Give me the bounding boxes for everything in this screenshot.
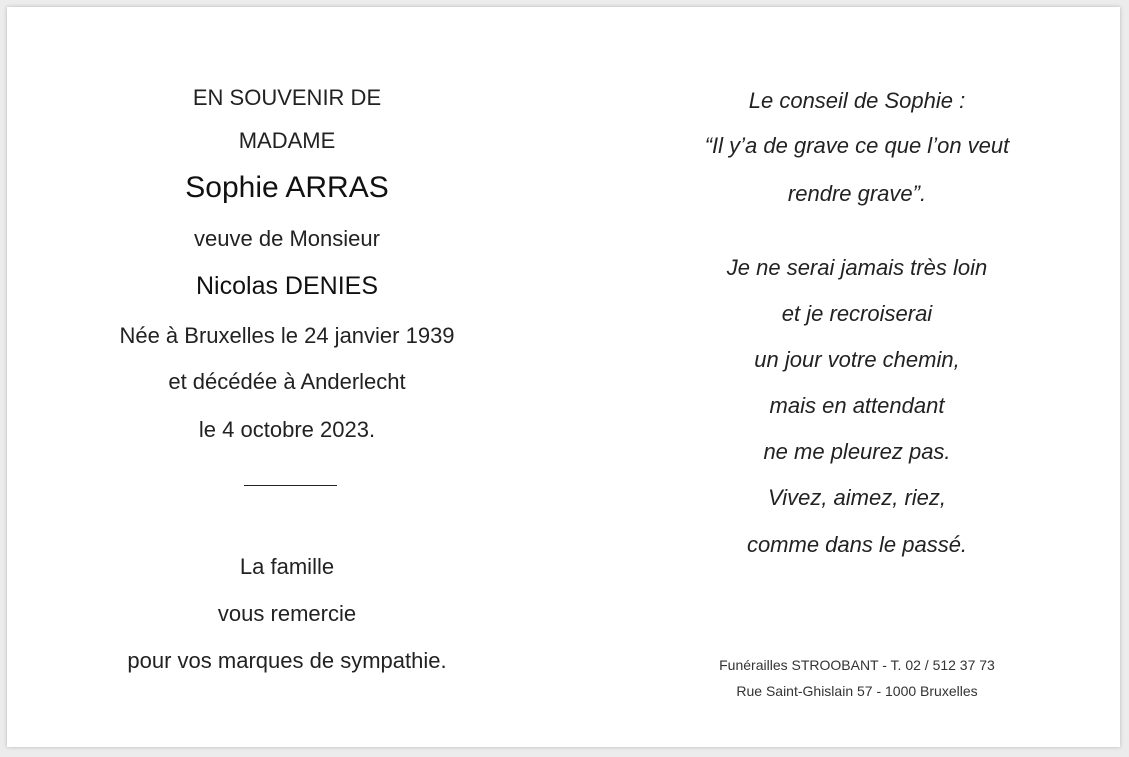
heading-madame: MADAME: [238, 128, 336, 153]
thanks-line-3: pour vos marques de sympathie.: [127, 648, 447, 673]
poem-line: mais en attendant: [769, 393, 945, 418]
spouse-name: Nicolas DENIES: [196, 272, 378, 300]
birth-info: Née à Bruxelles le 24 janvier 1939: [119, 323, 455, 348]
poem-line: et je recroiserai: [781, 301, 933, 326]
poem-line: un jour votre chemin,: [754, 347, 960, 372]
thanks-line-1: La famille: [239, 554, 335, 579]
quote-intro: Le conseil de Sophie :: [748, 88, 966, 113]
quote-line-1: “Il y’a de grave ce que l’on veut: [704, 133, 1010, 158]
memorial-card: [7, 7, 1120, 747]
poem-line: Vivez, aimez, riez,: [767, 485, 947, 510]
poem-line: ne me pleurez pas.: [763, 439, 951, 464]
heading-in-memory: EN SOUVENIR DE: [192, 85, 382, 110]
death-place: et décédée à Anderlecht: [168, 369, 406, 394]
deceased-name: Sophie ARRAS: [185, 171, 389, 204]
quote-line-2: rendre grave”.: [787, 181, 927, 206]
funeral-home-contact: Funérailles STROOBANT - T. 02 / 512 37 73: [719, 657, 995, 673]
death-date: le 4 octobre 2023.: [198, 417, 376, 442]
funeral-home-address: Rue Saint-Ghislain 57 - 1000 Bruxelles: [736, 683, 978, 699]
widow-of-label: veuve de Monsieur: [194, 226, 380, 251]
thanks-line-2: vous remercie: [217, 601, 357, 626]
poem-line: comme dans le passé.: [746, 532, 968, 557]
poem-line: Je ne serai jamais très loin: [726, 255, 988, 280]
divider-line: [244, 485, 337, 486]
